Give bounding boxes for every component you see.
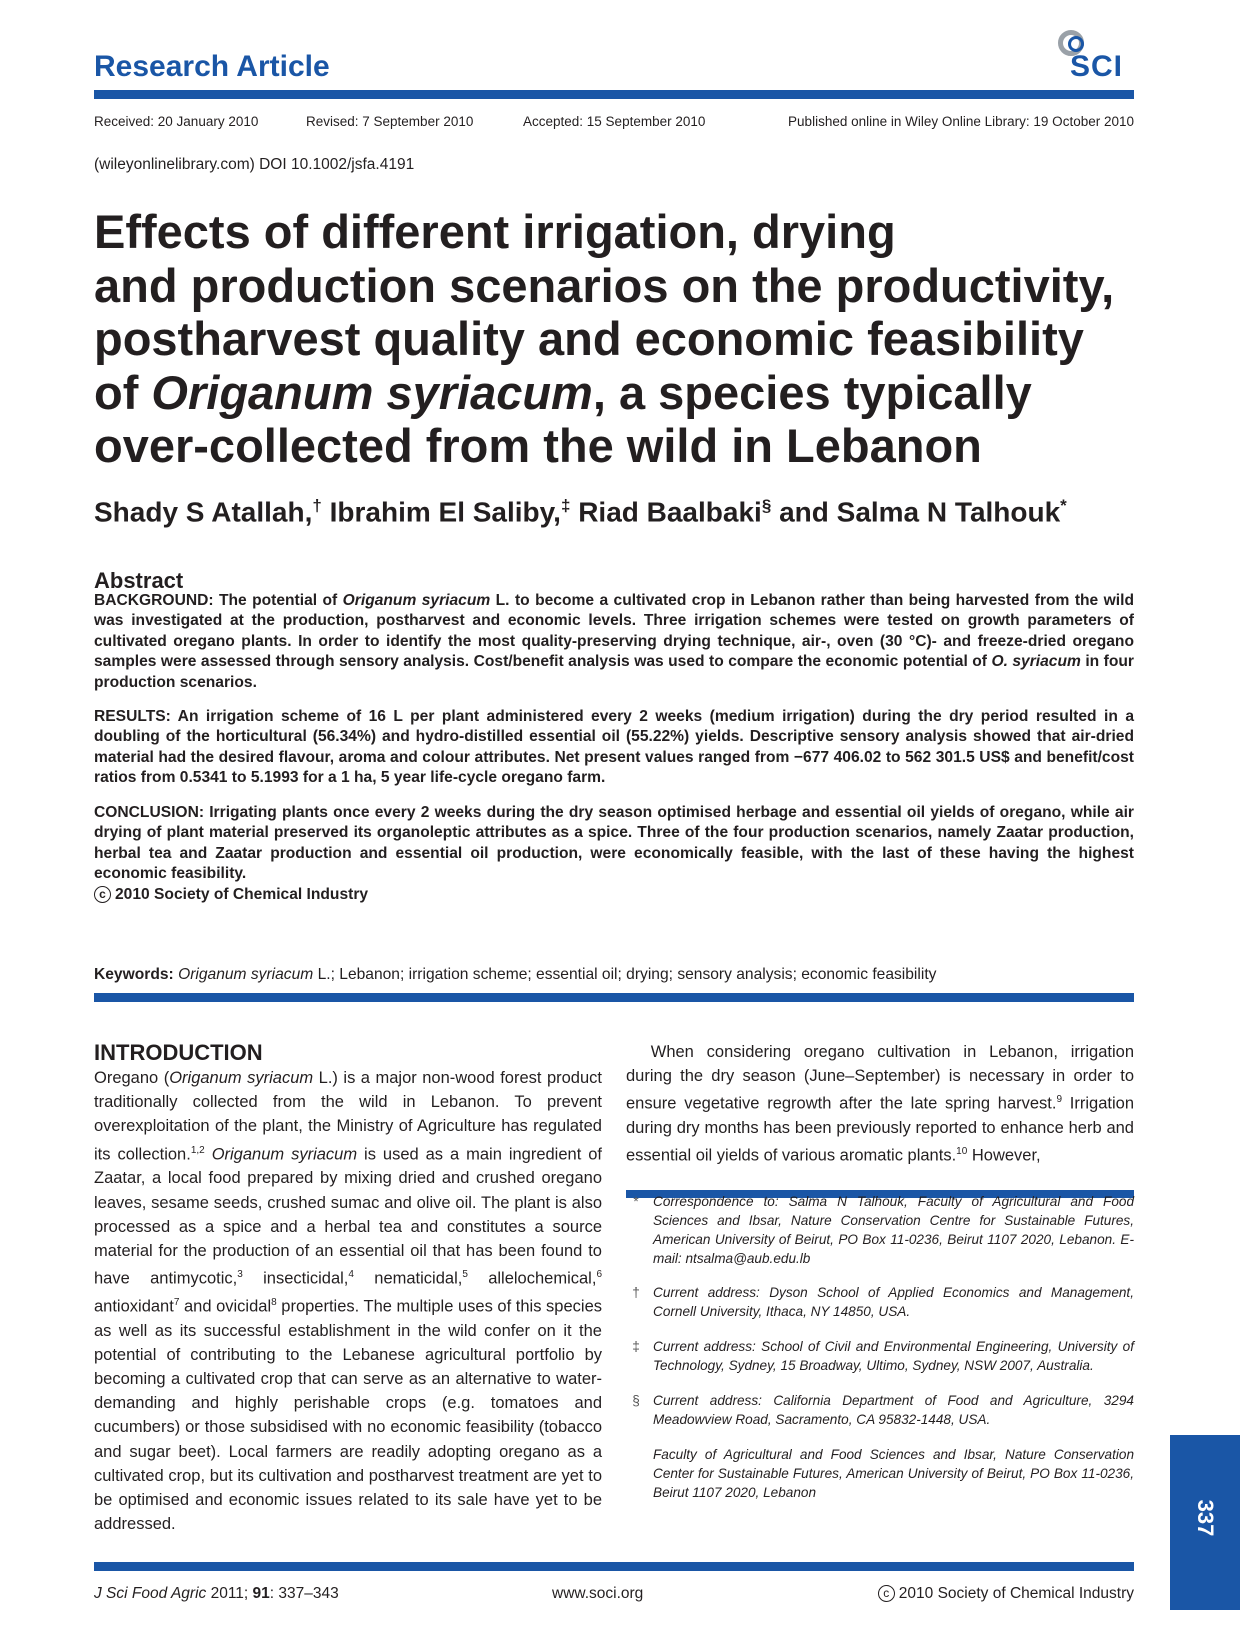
citation-ref[interactable]: 1,2 xyxy=(190,1144,205,1156)
author-name: Riad Baalbaki xyxy=(578,496,762,528)
footer-copyright xyxy=(878,1585,1134,1603)
footnote-text: Correspondence to: Salma N Talhouk, Faculty of Agricultural and Food Sciences and Ibsar, Nature Conservation Centre for Sustainable Futures, American University of Beirut, PO Box 11-0236, Beirut 1107 2020, Lebanon. E-mail: ntsalma@aub.edu.lb xyxy=(653,1194,1134,1266)
footer-rule xyxy=(94,1562,1134,1571)
body-text: nematicidal, xyxy=(353,1269,463,1288)
citation-ref[interactable]: 8 xyxy=(271,1296,277,1308)
citation-ref[interactable]: 5 xyxy=(462,1269,468,1281)
abstract-text: BACKGROUND: The potential of xyxy=(94,592,343,609)
intro-paragraph xyxy=(94,1066,602,1536)
citation-ref[interactable]: 3 xyxy=(237,1269,243,1281)
abstract-text: CONCLUSION: Irrigating plants once every 2 weeks during the dry season optimised herbage and essential oil yields of oregano, while air drying of plant material preserved its organoleptic attributes as a spice. Three of the four production scenarios, namely Zaatar production, herbal tea and Zaatar production and essential oil production, were economically feasible, with the last of these having the highest economic feasibility. xyxy=(94,804,1134,883)
title-text: , a species typically xyxy=(592,365,1032,419)
sci-logo xyxy=(1058,30,1134,82)
citation-ref[interactable]: 6 xyxy=(596,1269,602,1281)
accepted-date: Accepted: 15 September 2010 xyxy=(523,114,706,129)
author-name: Ibrahim El Saliby, xyxy=(329,496,561,528)
journal-name: J Sci Food Agric xyxy=(94,1585,207,1602)
affiliation-mark: § xyxy=(761,496,772,515)
affiliation-mark: † xyxy=(312,496,322,515)
keywords-label: Keywords: xyxy=(94,966,174,983)
abstract-conclusion xyxy=(94,803,1134,905)
abstract-text: in four production scenarios. xyxy=(94,653,1134,691)
body-text: L.) is a major non-wood forest product traditionally collected from the wild in Lebanon. To prevent overexploitation of the plant, the Ministry of Agriculture has regulated its collection. xyxy=(94,1069,602,1164)
copyright-icon: c xyxy=(94,886,111,903)
body-text: When considering oregano cultivation in Lebanon, irrigation during the dry season (June–September) is necessary in order to ensure vegetative regrowth after the late spring harvest. xyxy=(626,1043,1134,1113)
author-name: and Salma N Talhouk xyxy=(779,496,1061,528)
article-title xyxy=(94,205,1154,473)
copyright-text: 2010 Society of Chemical Industry xyxy=(898,1585,1134,1602)
citation-ref[interactable]: 4 xyxy=(348,1269,354,1281)
abstract-text: L. to become a cultivated crop in Lebanon rather than being harvested from the wild was investigated at the production, postharvest and economic levels. Three irrigation schemes were tested on growth parameters of cultivated oregano plants. In order to identify the most quality-preserving drying technique, air-, oven (30 °C)- and freeze-dried oregano samples were assessed through sensory analysis. Cost/benefit analysis was used to compare the economic potential of xyxy=(94,592,1134,671)
abstract-heading: Abstract xyxy=(94,568,184,593)
title-line: Effects of different irrigation, drying xyxy=(94,205,896,258)
footnote-correspondence xyxy=(626,1192,1134,1268)
footnote-affiliation xyxy=(626,1283,1134,1321)
title-line: postharvest quality and economic feasibility xyxy=(94,312,1084,365)
title-line xyxy=(94,366,1154,420)
intro-paragraph-right xyxy=(626,1040,1134,1168)
footnote-text: Faculty of Agricultural and Food Sciences and Ibsar, Nature Conservation Center for Sustainable Futures, American University of Beirut, PO Box 11-0236, Beirut 1107 2020, Lebanon xyxy=(653,1447,1134,1500)
title-line: over-collected from the wild in Lebanon xyxy=(94,419,982,472)
section-rule xyxy=(94,993,1134,1002)
footnote-text: Current address: Dyson School of Applied Economics and Management, Cornell University, Ithaca, NY 14850, USA. xyxy=(653,1285,1134,1319)
body-text: insecticidal, xyxy=(242,1269,349,1288)
title-text: of xyxy=(94,365,152,419)
affiliation-mark: ‡ xyxy=(560,496,571,515)
author-list xyxy=(94,496,1067,528)
footnote-affiliation xyxy=(626,1391,1134,1429)
page-number: 337 xyxy=(1193,1499,1218,1537)
body-text: and ovicidal xyxy=(179,1297,272,1316)
journal-citation xyxy=(94,1585,339,1603)
species-name: Origanum syriacum xyxy=(169,1069,314,1087)
citation-ref[interactable]: 9 xyxy=(1056,1094,1063,1106)
title-species: Origanum syriacum xyxy=(151,365,593,419)
footnote-text: Current address: California Department of Food and Agriculture, 3294 Meadowview Road, Sacramento, CA 95832-1448, USA. xyxy=(653,1393,1134,1427)
footnote-mark: † xyxy=(632,1285,640,1300)
intro-heading: INTRODUCTION xyxy=(94,1040,263,1065)
author-name: Shady S Atallah, xyxy=(94,496,313,528)
received-date: Received: 20 January 2010 xyxy=(94,114,259,129)
body-text: Oregano ( xyxy=(94,1069,170,1087)
citation-year: 2011; xyxy=(206,1585,253,1602)
title-line: and production scenarios on the productivity, xyxy=(94,258,1115,312)
citation-volume: 91 xyxy=(252,1585,270,1602)
citation-ref[interactable]: 10 xyxy=(956,1146,968,1158)
footnote-affiliation xyxy=(626,1337,1134,1375)
abstract-background xyxy=(94,591,1134,693)
body-text: allelochemical, xyxy=(467,1269,597,1288)
keyword-species: Origanum syriacum xyxy=(178,966,314,983)
citation-pages: : 337–343 xyxy=(269,1585,339,1602)
body-text: properties. The multiple uses of this species as well as its successful establishment in the wild confer on it the potential of contributing to the Lebanese agricultural portfolio by becoming a cultivated crop that can serve as an alternative to water-demanding and highly perishable crops (e.g. tomatoes and cucumbers) or those subsidised with no economic feasibility (tobacco and sugar beet). Local farmers are readily adopting oregano as a cultivated crop, but its cultivation and postharvest treatment are yet to be optimised and economic issues related to its sale have yet to be addressed. xyxy=(94,1297,602,1534)
header-rule xyxy=(94,90,1134,99)
journal-url[interactable]: www.soci.org xyxy=(552,1585,644,1602)
footnote-affiliation xyxy=(626,1445,1134,1502)
citation-ref[interactable]: 7 xyxy=(173,1296,180,1308)
species-name: Origanum syriacum xyxy=(211,1145,358,1164)
logo-text: SCI xyxy=(1070,50,1124,83)
keywords xyxy=(94,966,1134,984)
abstract-copyright: 2010 Society of Chemical Industry xyxy=(115,885,369,903)
body-text: However, xyxy=(967,1146,1041,1165)
abstract-results: RESULTS: An irrigation scheme of 16 L per plant administered every 2 weeks (medium irrigation) during the dry period resulted in a doubling of the horticultural (56.34%) and hydro-distilled essential oil (55.22%) yields. Descriptive sensory analysis showed that air-dried material had the desired flavour, aroma and colour attributes. Net present values ranged from −677 406.02 to 562 301.5 US$ and benefit/cost ratios from 0.5341 to 5.1993 for a 1 ha, 5 year life-cycle oregano farm. xyxy=(94,708,1134,787)
species-name: O. syriacum xyxy=(991,653,1081,671)
footnote-mark: ‡ xyxy=(632,1339,640,1354)
footnote-mark: * xyxy=(633,1194,639,1209)
doi: (wileyonlinelibrary.com) DOI 10.1002/jsfa.4191 xyxy=(94,156,415,173)
affiliation-mark: * xyxy=(1060,496,1067,515)
body-text: is used as a main ingredient of Zaatar, a local food prepared by mixing dried and crushed oregano leaves, sesame seeds, crushed sumac and olive oil. The plant is also processed as a spice and a herbal tea and constitutes a source material for the production of an essential oil that has been found to have antimycotic, xyxy=(94,1145,602,1288)
published-date: Published online in Wiley Online Library: 19 October 2010 xyxy=(788,114,1134,129)
revised-date: Revised: 7 September 2010 xyxy=(306,114,474,129)
keyword-list: L.; Lebanon; irrigation scheme; essential oil; drying; sensory analysis; economic feasibility xyxy=(313,966,937,983)
footnote-mark: § xyxy=(632,1393,640,1408)
copyright-icon: c xyxy=(878,1585,895,1602)
section-label: Research Article xyxy=(94,50,330,83)
species-name: Origanum syriacum xyxy=(342,592,491,609)
page-number-tab xyxy=(1170,1435,1240,1610)
body-text: antioxidant xyxy=(94,1297,174,1316)
body-text: Irrigation during dry months has been previously reported to enhance herb and essential oil yields of various aromatic plants. xyxy=(626,1094,1134,1165)
footnote-text: Current address: School of Civil and Environmental Engineering, University of Technology, Sydney, 15 Broadway, Ultimo, Sydney, NSW 2007, Australia. xyxy=(653,1339,1134,1373)
